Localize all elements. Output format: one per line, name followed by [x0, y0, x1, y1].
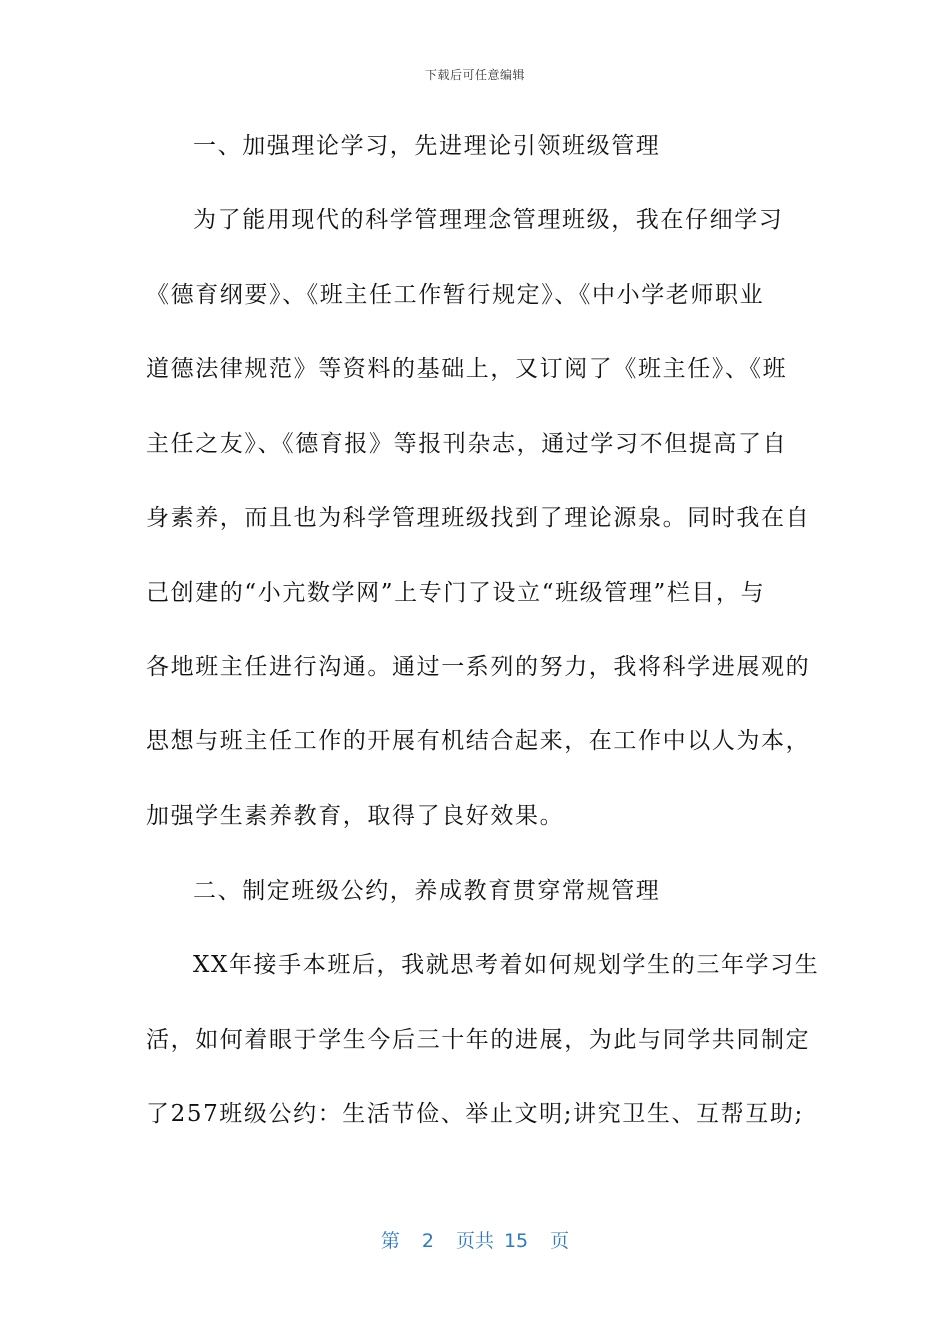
paragraph-line: 身素养，而且也为科学管理班级找到了理论源泉。同时我在自	[146, 505, 811, 531]
paragraph-line: 活，如何着眼于学生今后三十年的进展，为此与同学共同制定	[146, 1027, 811, 1053]
section-heading-2: 二、制定班级公约，养成教育贯穿常规管理	[193, 878, 661, 904]
footer-suffix: 页	[550, 1230, 570, 1252]
page-footer	[0, 1226, 950, 1253]
paragraph-line: 了257班级公约：生活节俭、举止文明;讲究卫生、互帮互助;	[146, 1101, 804, 1127]
paragraph-line: 道德法律规范》等资料的基础上，又订阅了《班主任》、《班	[146, 356, 788, 382]
paragraph-line: 思想与班主任工作的开展有机结合起来，在工作中以人为本，	[146, 728, 811, 754]
footer-prefix: 第	[380, 1230, 400, 1252]
footer-middle: 页共	[455, 1230, 494, 1252]
section-heading-1: 一、加强理论学习，先进理论引领班级管理	[193, 133, 661, 159]
paragraph-line: 为了能用现代的科学管理理念管理班级，我在仔细学习	[193, 207, 784, 233]
paragraph-line: XX年接手本班后，我就思考着如何规划学生的三年学习生	[193, 952, 820, 978]
paragraph-line: 加强学生素养教育，取得了良好效果。	[146, 803, 565, 829]
header-note: 下载后可任意编辑	[424, 68, 525, 82]
paragraph-line: 《德育纲要》、《班主任工作暂行规定》、《中小学老师职业	[146, 282, 765, 308]
paragraph-line: 各地班主任进行沟通。通过一系列的努力，我将科学进展观的	[146, 654, 811, 680]
paragraph-line: 己创建的“小亢数学网”上专门了设立“班级管理”栏目，与	[146, 580, 766, 606]
paragraph-line: 主任之友》、《德育报》等报刊杂志，通过学习不但提高了自	[146, 431, 788, 457]
footer-page-number: 2	[421, 1230, 434, 1252]
footer-total-pages: 15	[503, 1230, 529, 1252]
